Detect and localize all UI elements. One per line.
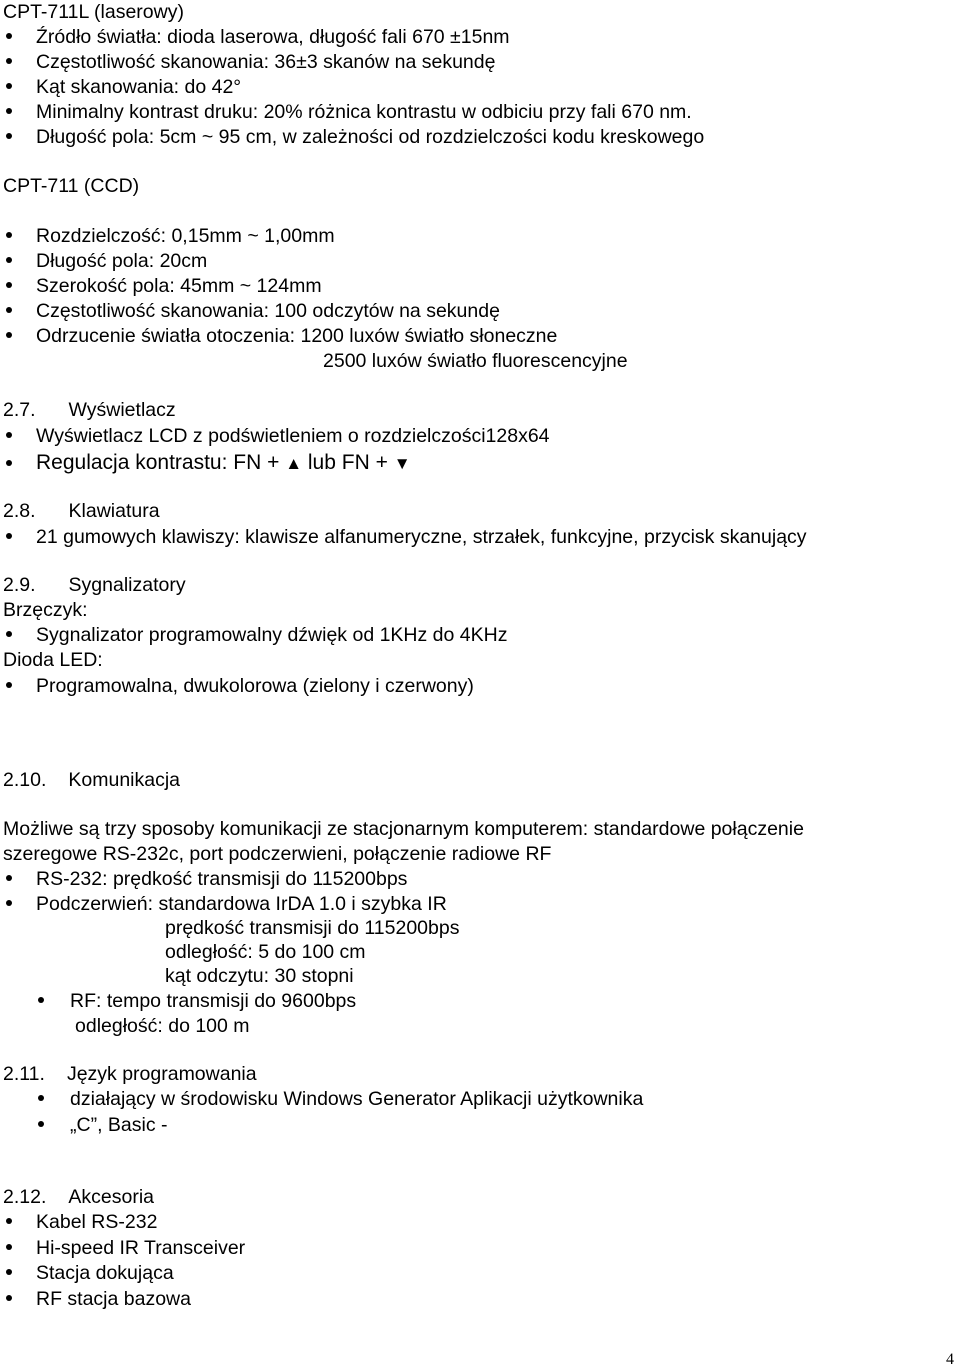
led-label: Dioda LED: [3, 649, 103, 671]
section-number: 2.8. [3, 500, 36, 522]
section-heading [3, 499, 160, 523]
list-item: Hi-speed IR Transceiver [36, 1237, 246, 1259]
list-item: Częstotliwość skanowania: 100 odczytów na sekundę [36, 300, 500, 322]
bullet-icon [6, 1269, 12, 1275]
bullet-icon [6, 460, 12, 466]
list-item: RF: tempo transmisji do 9600bps [70, 990, 357, 1012]
section-number: 2.7. [3, 399, 36, 421]
section-heading [3, 398, 176, 422]
section-heading [3, 573, 186, 597]
section-number: 2.10. [3, 769, 47, 791]
list-item: Kąt skanowania: do 42° [36, 76, 242, 98]
section-number: 2.11. [3, 1063, 45, 1085]
bullet-icon [6, 307, 12, 313]
bullet-icon [6, 900, 12, 906]
list-item: działający w środowisku Windows Generator Aplikacji użytkownika [70, 1088, 644, 1110]
bullet-icon [6, 1218, 12, 1224]
list-item-continuation: kąt odczytu: 30 stopni [165, 965, 354, 987]
triangle-down-icon: ▼ [393, 454, 411, 473]
bullet-icon [6, 432, 12, 438]
paragraph-line: szeregowe RS-232c, port podczerwieni, połączenie radiowe RF [3, 843, 552, 865]
list-item-continuation: 2500 luxów światło fluorescencyjne [323, 350, 628, 372]
list-item: Stacja dokująca [36, 1262, 174, 1284]
buzzer-label: Brzęczyk: [3, 599, 88, 621]
list-item: Sygnalizator programowalny dźwięk od 1KHz do 4KHz [36, 624, 508, 646]
bullet-icon [6, 631, 12, 637]
bullet-icon [6, 875, 12, 881]
contrast-label: Regulacja kontrastu: FN + [36, 451, 280, 474]
list-item: Odrzucenie światła otoczenia: 1200 luxów światło słoneczne [36, 325, 558, 347]
bullet-icon [6, 108, 12, 114]
bullet-icon [6, 58, 12, 64]
section-title: Wyświetlacz [68, 399, 176, 421]
section-title: Sygnalizatory [68, 574, 186, 596]
list-item: Częstotliwość skanowania: 36±3 skanów na sekundę [36, 51, 496, 73]
bullet-icon [6, 83, 12, 89]
bullet-icon [38, 997, 44, 1003]
list-item: Szerokość pola: 45mm ~ 124mm [36, 275, 322, 297]
section-title: Język programowania [66, 1063, 257, 1085]
bullet-icon [38, 1121, 44, 1127]
section-title: Komunikacja [68, 769, 181, 791]
section-heading [3, 1185, 154, 1209]
page-number: 4 [946, 1351, 954, 1368]
list-item: Rozdzielczość: 0,15mm ~ 1,00mm [36, 225, 335, 247]
paragraph-line: Możliwe są trzy sposoby komunikacji ze stacjonarnym komputerem: standardowe połączenie [3, 818, 804, 840]
laser-header: CPT-711L (laserowy) [3, 1, 184, 23]
bullet-icon [6, 257, 12, 263]
list-item: RS-232: prędkość transmisji do 115200bps [36, 868, 408, 890]
list-item: Długość pola: 5cm ~ 95 cm, w zależności od rozdzielczości kodu kreskowego [36, 126, 705, 148]
bullet-icon [38, 1095, 44, 1101]
ccd-header: CPT-711 (CCD) [3, 175, 140, 197]
list-item-contrast [36, 451, 411, 476]
bullet-icon [6, 133, 12, 139]
contrast-or: lub FN + [302, 451, 388, 474]
bullet-icon [6, 1244, 12, 1250]
bullet-icon [6, 533, 12, 539]
section-heading [3, 1062, 257, 1086]
list-item: Długość pola: 20cm [36, 250, 208, 272]
bullet-icon [6, 1295, 12, 1301]
list-item: Podczerwień: standardowa IrDA 1.0 i szybka IR [36, 893, 447, 915]
list-item: Programowalna, dwukolorowa (zielony i czerwony) [36, 675, 474, 697]
list-item: RF stacja bazowa [36, 1288, 191, 1310]
bullet-icon [6, 682, 12, 688]
section-number: 2.9. [3, 574, 36, 596]
bullet-icon [6, 282, 12, 288]
bullet-icon [6, 232, 12, 238]
section-title: Akcesoria [68, 1186, 154, 1208]
section-heading [3, 768, 180, 792]
list-item: Kabel RS-232 [36, 1211, 158, 1233]
list-item-continuation: odległość: 5 do 100 cm [165, 941, 366, 963]
bullet-icon [6, 332, 12, 338]
list-item: Wyświetlacz LCD z podświetleniem o rozdzielczości128x64 [36, 425, 550, 447]
list-item-continuation: prędkość transmisji do 115200bps [165, 917, 460, 939]
section-number: 2.12. [3, 1186, 47, 1208]
triangle-up-icon: ▲ [285, 454, 303, 473]
bullet-icon [6, 33, 12, 39]
list-item: Minimalny kontrast druku: 20% różnica kontrastu w odbiciu przy fali 670 nm. [36, 101, 692, 123]
list-item: 21 gumowych klawiszy: klawisze alfanumeryczne, strzałek, funkcyjne, przycisk skanujący [36, 526, 807, 548]
list-item: Źródło światła: dioda laserowa, długość fali 670 ±15nm [36, 26, 510, 48]
section-title: Klawiatura [68, 500, 160, 522]
list-item: „C”, Basic - [70, 1114, 168, 1136]
list-item-continuation: odległość: do 100 m [75, 1015, 250, 1037]
